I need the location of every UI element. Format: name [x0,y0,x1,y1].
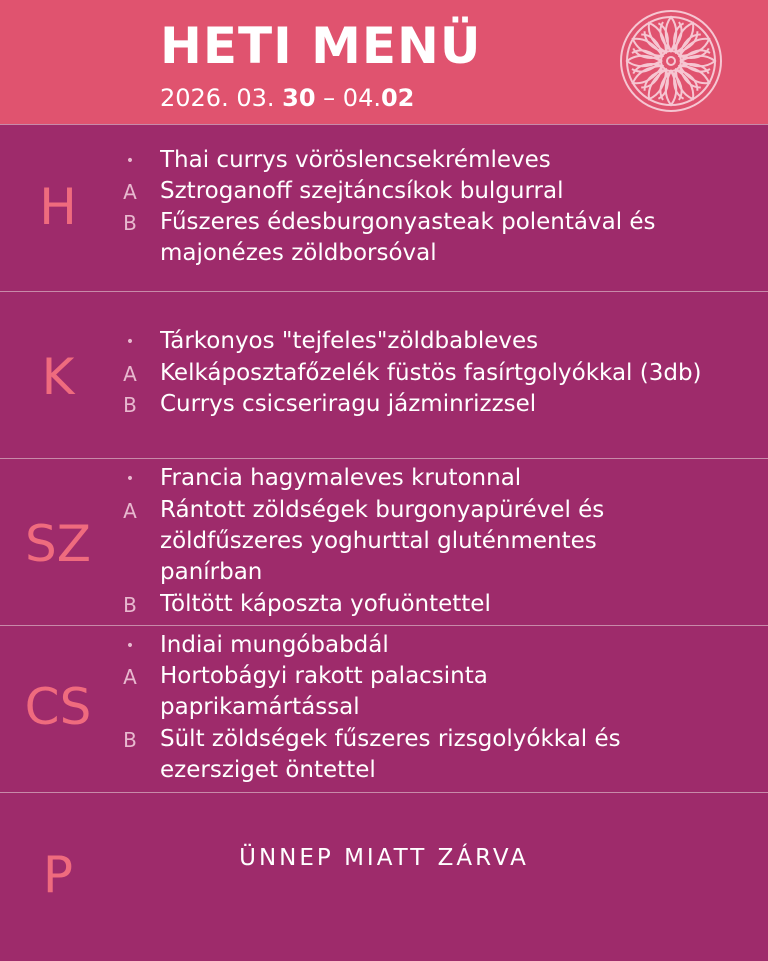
option-a-marker: A [123,665,137,689]
option-b-marker: B [123,211,137,235]
dish-name-line-2: zöldfűszeres yoghurttal gluténmentes [160,528,597,554]
menu-item-a [0,495,768,527]
dish-name-line-1: Sült zöldségek fűszeres rizsgolyókkal és [160,726,621,752]
day-section-thursday [0,625,768,793]
day-section-friday [0,792,768,961]
dish-name: Tárkonyos "tejfeles"zöldbableves [160,328,539,354]
dish-name-line-2: majonézes zöldborsóval [160,240,437,266]
option-a-marker: A [123,180,137,204]
menu-item-b [0,724,768,756]
mandala-icon [618,8,724,114]
dish-name-line-1: Hortobágyi rakott palacsinta [160,663,488,689]
menu-item-b [0,589,768,621]
day-section-tuesday [0,291,768,459]
date-range [160,82,414,114]
dish-name-line-3: panírban [160,559,263,585]
soup-marker: • [125,334,135,350]
option-a-marker: A [123,499,137,523]
menu-item-a [0,358,768,390]
date-end: 02 [380,84,415,112]
dish-name: Currys csicseriragu jázminrizzsel [160,391,537,417]
option-a-marker: A [123,362,137,386]
soup-marker: • [125,638,135,654]
dish-name-line-1: Rántott zöldségek burgonyapürével és [160,497,605,523]
menu-item-soup [0,463,768,495]
menu-item-soup [0,145,768,177]
dish-name: Kelkáposztafőzelék füstös fasírtgolyókkal (3db) [160,360,702,386]
menu-item-a [0,661,768,693]
soup-marker: • [125,471,135,487]
menu-item-b [0,207,768,239]
day-letter: P [42,846,74,904]
date-separator: – 04. [315,84,381,112]
dish-name: Francia hagymaleves krutonnal [160,465,522,491]
dish-name-line-2: paprikamártással [160,694,360,720]
day-section-monday [0,124,768,292]
option-b-marker: B [123,393,137,417]
menu-item-b-cont [0,238,768,270]
date-start: 30 [282,84,316,112]
page-title: HETI MENÜ [160,17,482,75]
dish-name: Töltött káposzta yofuöntettel [160,591,491,617]
soup-marker: • [125,153,135,169]
dish-name: Indiai mungóbabdál [160,632,389,658]
option-b-marker: B [123,728,137,752]
closed-notice: ÜNNEP MIATT ZÁRVA [239,845,529,871]
day-section-wednesday [0,458,768,626]
dish-name-line-1: Fűszeres édesburgonyasteak polentával és [160,209,656,235]
menu-item-b [0,389,768,421]
option-b-marker: B [123,593,137,617]
menu-item-soup [0,630,768,662]
menu-item-a-cont [0,526,768,558]
dish-name-line-2: ezersziget öntettel [160,757,376,783]
day-letter: SZ [25,515,91,573]
header [0,0,768,124]
menu-item-a [0,176,768,208]
date-prefix: 2026. 03. [160,84,283,112]
dish-name: Thai currys vöröslencsekrémleves [160,147,551,173]
menu-item-soup [0,326,768,358]
menu-item-a-cont [0,557,768,589]
menu-item-a-cont [0,692,768,724]
day-letter: CS [24,678,92,736]
menu-item-b-cont [0,755,768,787]
day-letter: K [41,348,75,406]
day-letter: H [39,178,77,236]
dish-name: Sztroganoff szejtáncsíkok bulgurral [160,178,564,204]
